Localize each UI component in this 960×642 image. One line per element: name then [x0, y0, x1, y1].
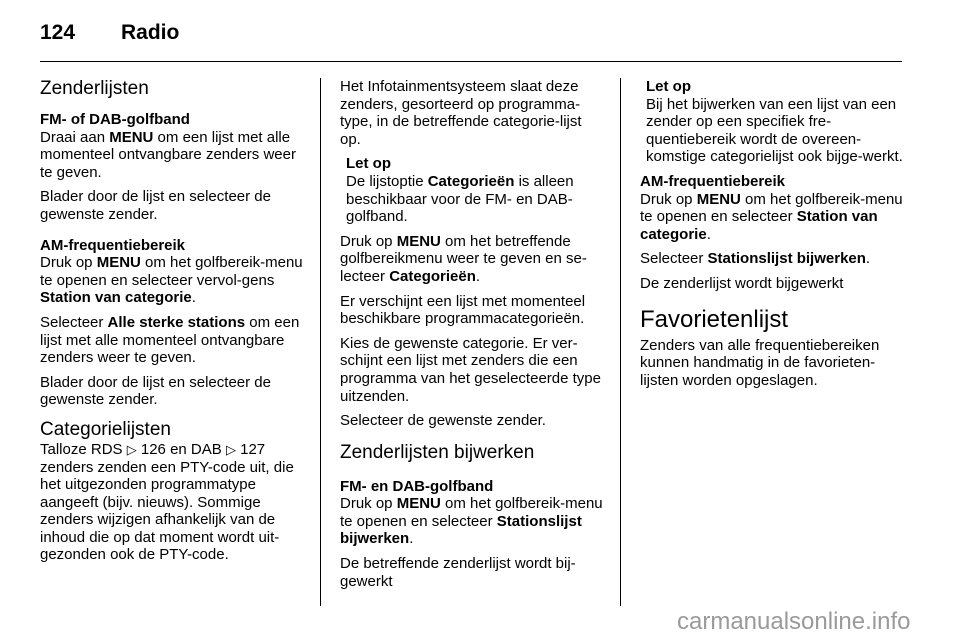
page-number: 124 [40, 21, 76, 44]
column-right [640, 78, 905, 396]
subheading-am: AM-frequentiebereik [40, 236, 186, 254]
page-header [40, 20, 900, 60]
paragraph: Het Infotainmentsysteem slaat deze zenders, gesorteerd op programma-type, in de betreffende categorie-lijst op. [340, 78, 582, 148]
option-keyword: Categorieën [389, 267, 476, 285]
subheading-fm-dab: FM- of DAB-golfband [40, 111, 190, 128]
note-title: Let op [646, 78, 691, 95]
column-left [40, 78, 305, 571]
menu-keyword: MENU [396, 232, 441, 250]
option-keyword: Categorieën [427, 172, 515, 190]
option-keyword: Stationslijst bijwerken [340, 512, 582, 548]
heading-categorielijsten: Categorielijsten [40, 418, 171, 440]
paragraph: Draai aan MENU om een lijst met alle momenteel ontvangbare zenders weer te geven. [40, 128, 296, 181]
option-keyword: Station van categorie [40, 289, 192, 307]
paragraph: Selecteer de gewenste zender. [340, 412, 546, 430]
subheading-am: AM-frequentiebereik [640, 172, 786, 190]
paragraph: Druk op MENU om het golfbereik-menu te openen en selecteer Stationslijst bijwerken. [340, 495, 603, 548]
column-middle [340, 78, 605, 597]
option-keyword: Alle sterke stations [107, 313, 246, 331]
watermark: carmanualsonline.info [677, 608, 911, 635]
paragraph: De betreffende zenderlijst wordt bij-gewerkt [340, 555, 576, 590]
note-box [640, 78, 905, 166]
menu-keyword: MENU [696, 190, 741, 208]
menu-keyword: MENU [96, 254, 141, 272]
paragraph: Talloze RDS ▷ 126 en DAB ▷ 127 zenders zenden een PTY-code uit, die het uitgezonden programmatype aangeeft (bijv. nieuws). Sommige zenders wijzigen afhankelijk van de inhoud die op dat moment wordt uit-gezonden ook de PTY-code. [40, 440, 294, 564]
option-keyword: Stationslijst bijwerken [707, 250, 866, 268]
paragraph: Druk op MENU om het betreffende golfbereikmenu weer te geven en se-lecteer Categorieën. [340, 232, 587, 285]
menu-keyword: MENU [109, 128, 154, 146]
menu-keyword: MENU [396, 495, 441, 513]
note-title: Let op [346, 155, 391, 173]
column-divider [620, 78, 621, 606]
paragraph: Er verschijnt een lijst met momenteel beschikbare programmacategorieën. [340, 292, 586, 328]
paragraph: Druk op MENU om het golfbereik-menu te openen en selecteer Station van categorie. [640, 190, 903, 243]
heading-favorietenlijst: Favorietenlijst [640, 305, 789, 333]
paragraph: Selecteer Stationslijst bijwerken. [640, 250, 871, 268]
column-divider [320, 78, 321, 606]
page-section-title: Radio [121, 21, 180, 44]
triangle-right-outline-icon[interactable]: ▷ [126, 441, 137, 457]
paragraph: Kies de gewenste categorie. Er ver-schijnt een lijst met zenders die een programma van het geselecteerde type uitzenden. [340, 334, 601, 405]
paragraph: De zenderlijst wordt bijgewerkt [640, 274, 844, 292]
triangle-right-outline-icon[interactable]: ▷ [225, 441, 236, 457]
heading-zenderlijsten-bijwerken: Zenderlijsten bijwerken [340, 441, 535, 463]
paragraph: Druk op MENU om het golfbereik-menu te openen en selecteer vervol-gens Station van categorie. [40, 254, 303, 307]
paragraph: Zenders van alle frequentiebereiken kunnen handmatig in de favorieten-lijsten worden opgeslagen. [640, 336, 880, 389]
subheading-fm-dab: FM- en DAB-golfband [340, 477, 494, 495]
note-text: De lijstoptie Categorieën is alleen beschikbaar voor de FM- en DAB-golfband. [346, 172, 574, 226]
paragraph: Selecteer Alle sterke stations om een lijst met alle momenteel ontvangbare zenders weer te geven. [40, 313, 300, 367]
heading-zenderlijsten: Zenderlijsten [40, 78, 149, 99]
note-box [340, 155, 605, 225]
paragraph: Blader door de lijst en selecteer de gewenste zender. [40, 188, 271, 223]
header-rule [40, 61, 902, 62]
option-keyword: Station van categorie [640, 208, 878, 243]
note-text: Bij het bijwerken van een lijst van een zender op een specifiek fre-quentiebereik wordt de overeen-komstige categorielijst ook bijge-werkt. [646, 95, 903, 166]
paragraph: Blader door de lijst en selecteer de gewenste zender. [40, 373, 271, 409]
